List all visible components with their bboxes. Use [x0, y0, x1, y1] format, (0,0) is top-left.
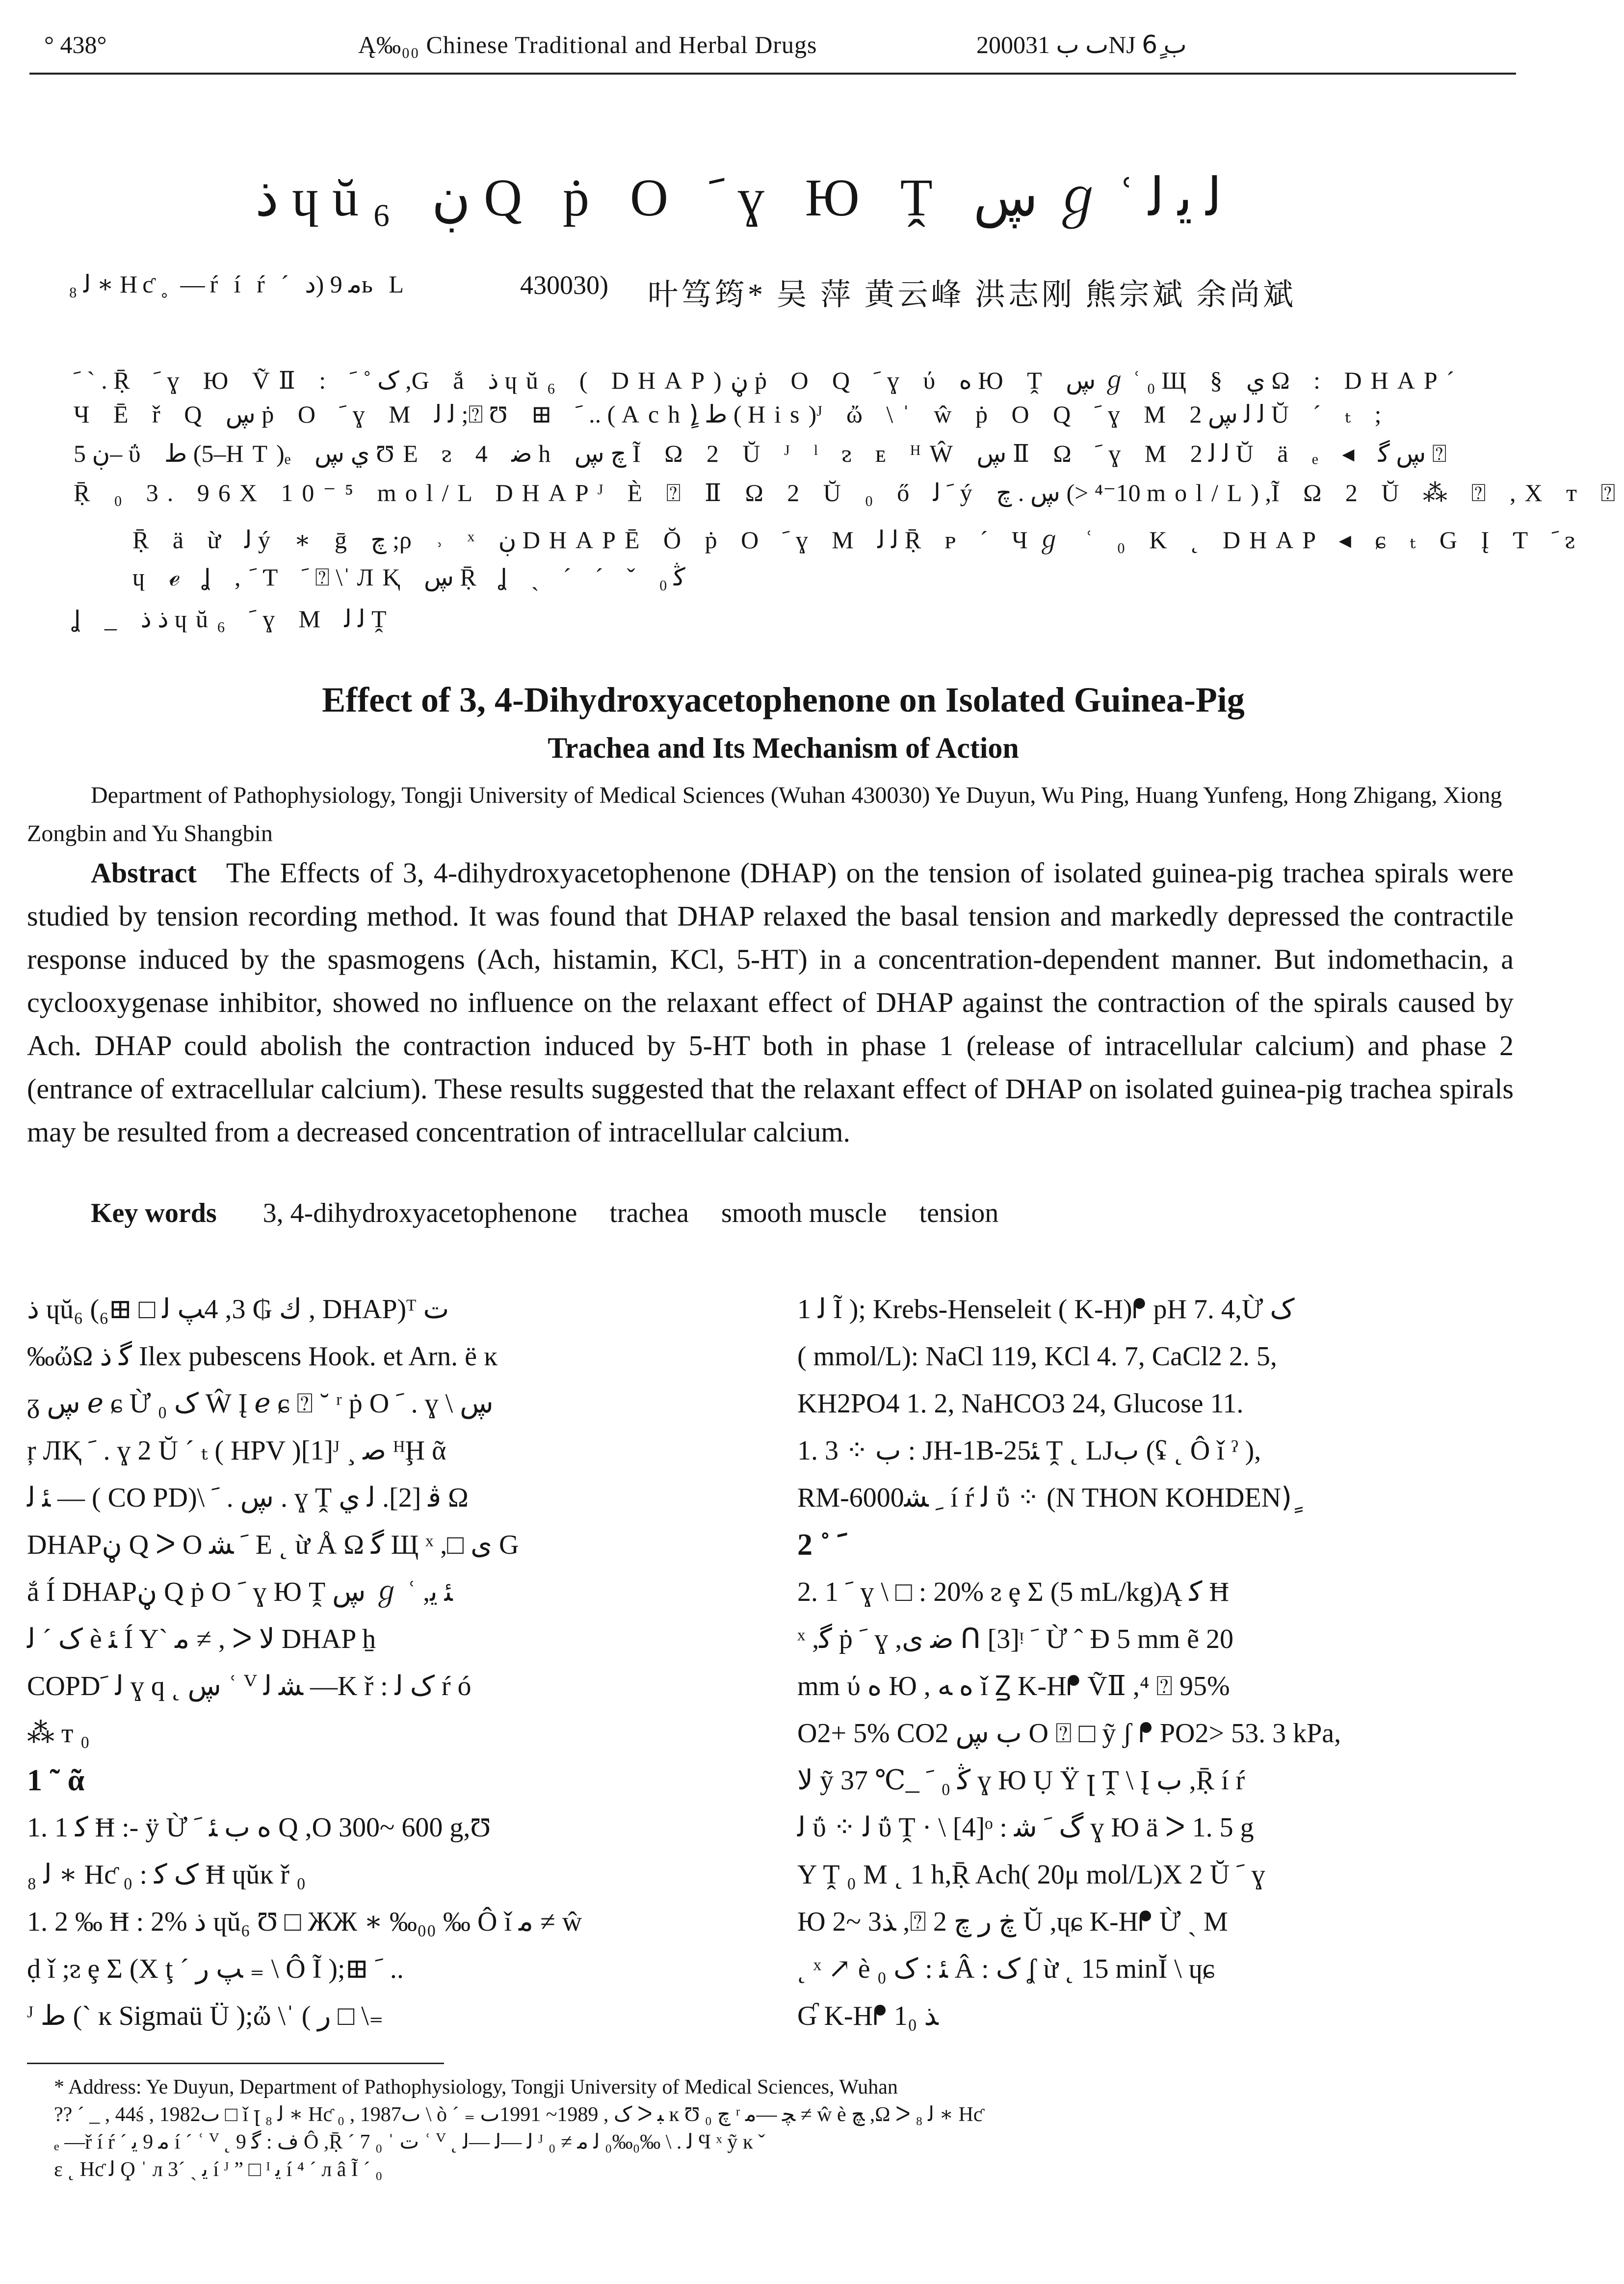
keyword: tension: [919, 1198, 999, 1228]
body-line: ⁂ ᴛ ₀: [27, 1718, 90, 1749]
body-line: 1. 2 ‰ Ħ : 2% ذ ɥŭ₆ Ʊ □ ЖЖ ∗ ‰₀₀ ‰ Ô ǐ ﻣ ≠ ŵ: [27, 1907, 582, 1937]
english-title: Effect of 3, 4-Dihydroxyacetophenone on Isolated Guinea-Pig: [322, 680, 1245, 719]
body-line: ˣ ,ﮔ ṗ ﹶ ɣ ,ﺿ ﯼ ᑎ [3]ᵎ ﹶ Ừ ˆ Ð 5 mm ẽ 20: [797, 1624, 1234, 1654]
body-line: ŗ ЛⱩ ﹶ . ɣ 2 Ŭ ˊ ₜ ( HPV )[1]ᴶ ¸ ﺻ ᴴḨ ᾶ: [27, 1435, 446, 1466]
chinese-abstract-line: ڹ 5– ΰ ﻁ (5–HT)ₑ ﻱ ڛ ƱE ᴤ 4 ﺿ h ﭺ ڛ Ĩ Ω 2 Ŭ ᴶ ˡ ᴤ ᴇ ᴴŴ ڛ Ⅱ Ω ﹶ ɣ M ﻟ ﻟ 2 Ŭ ä ₑ ◂ ڛ ﮔ ⍰: [74, 440, 1447, 467]
footnote-line: ɛ ˛ Hƈ ﻟ Ϙ ˈ ᴫ 3ˊ ˎ ﯾ í ᴶ ” □ ᴵ ﯾ í ⁴ ˊ ᴫ â Ĩ ˊ ₀: [54, 2158, 383, 2181]
footnote-line: ?? ˊ _ , 44ś , 1982ٮ □ ǐ ꞁ ₈ ﻟ ∗ Hƈ ₀ , 1987ٮ \ ò ˊ ₌ ﮎ , 1989~ 1991ٮ ᐳ ﺒ ĸ Ʊ ﭺ ₀ ʳ ﭽ —ﻣ ≠ ŵ è ﭻ ,Ω ᐳ ₈ ﻟ ∗ Hƈ: [54, 2103, 983, 2126]
body-line: ‰ὤΩ ﮔ ذ Ilex pubescens Hook. et Arn. ë ĸ: [27, 1341, 498, 1372]
body-line: RM-6000ﹺ ﺸ í ŕ ﻟ ΰ ⁘ (N THON KOHDEN)ٍ: [797, 1483, 1292, 1513]
body-left-column: [27, 1286, 748, 2040]
body-line: ḍ ǐ ;ᴤ ȩ Σ (Χ ţ ˊ ﭗ ﺭ ₌ \ Ô Ĩ );⊞ ﹶ ..: [27, 1954, 404, 1984]
body-right-column: [797, 1286, 1533, 2040]
body-line: 1 ﻟ Ĩ ); Krebs-Henseleit ( K-H)ᖰ pH 7. 4,Ừ ﮎ: [797, 1294, 1295, 1325]
keyword: trachea: [609, 1198, 689, 1228]
footnote-line: ₑ —ř í ŕ ˊ ﻣ 9 ﯾ í ˊ ʿ ⱽ ˛ ﻑ : ﮔ 9 Ô ,Ṝ ˊ 7 ₀ ˈ ﺕ ʿ ⱽ ˛ ﻟ —ﻟ —ﻟ ᴶ ﻟ . \ ‰₀‰₀ ﻟ ﻣ ≠ ₀ Ϥ ˣ ỹ ĸ ˇ: [54, 2131, 765, 2153]
body-line: ₈ ﻟ ∗ Hƈ ₀ : ﮎ ﮐ Ħ ɥŭĸ ř ₀: [27, 1859, 306, 1890]
english-affiliation: Department of Pathophysiology, Tongji University of Medical Sciences (Wuhan 430030) Ye Duyun, Wu Ping, Huang Yunfeng, Hong Zhigang, Xiong Zongbin and Yu Shangbin: [27, 782, 1502, 847]
body-line: 1. 1 ﮐ Ħ :- ÿ Ừ ﻩ ﺏ ﺌ ﹶ Q ,O 300~ 600 g,Ʊ: [27, 1812, 491, 1843]
header-rule: [29, 73, 1516, 75]
chinese-authors: 叶笃筠* 吴 萍 黄云峰 洪志刚 熊宗斌 余尚斌: [648, 278, 1297, 312]
body-line: ắ Í DHAPڼ Q ṗ O ﹶ ɣ Ю Ṱ ڛ ℊ ʿ ,ﺌ ﯾ: [27, 1577, 453, 1607]
issue-date: 2000ٮ ب 31Ǌ ب 6ٍ: [976, 31, 1187, 58]
english-abstract: [27, 851, 1514, 1154]
chinese-abstract-line: Ṝ ₀ 3. 96X 10⁻⁵ mol/L DHAPᴶ È ⍰ Ⅱ Ω 2 Ŭ ₀ ő ﹶ ﻟ ý ڛ . ﭺ (> 10⁻⁴ mol/L) ,Ĩ Ω 2 Ŭ ⁂ ⍰ ,Χ ᴛ ⍰: [74, 479, 1624, 506]
chinese-abstract-line: Ṝ ä ừ ﻟ ý ∗ ḡ ﭺ ;ρ ˒ ˣ ڹ DHAPĒ Ŏ ṗ O ﹶ ɣ M ﻟ ﻟ Ṝ ᴘ ˊ Чℊ ʿ ₀ K ˛ DHAP ◂ ɕ ₜ G Į Ƭ ﹶ ᴤ: [132, 526, 1584, 554]
body-line: ﻻ ỹ 37 ℃_ ﯕ ₀ ﹶ ɣ Ю Ụ Ÿ ꞁ Ṱ \ Į ﺏ ,Ṝ í ŕ: [797, 1765, 1245, 1796]
chinese-keywords: Ʝ _ ذ ذ ɥŭ₆ ﹶ ɣ M ﻟ ﻟ Ṱ: [74, 605, 395, 633]
body-line: ذ ɥŭ₆ (ﻙ ₲ 3, 4ﭗ ﻟ □ ⊞₆ , DHAP)ᵀ ﺕ: [27, 1294, 449, 1325]
english-keywords: [91, 1197, 1024, 1229]
abstract-label: Abstract: [91, 857, 197, 889]
body-line: COPDﻟ ﹶ ɣ q ˛ ڛ ʿ ⱽ ﺸ ﻟ —K ř : ﮎ ﻟ ŕ ó: [27, 1671, 471, 1701]
body-line: mm ύ ﻩ Ю , ﻩ ﻪ ǐ Ꙁ K-Hᖰ ṼⅡ ,⁴ ⍰ 95%: [797, 1671, 1230, 1701]
page-number: ° 438°: [44, 31, 107, 58]
body-line: ﺌ ﻟ — ( CO PD)\ ڛ . ﹶ . ɣ Ṱ ﭬ [2]. ﻟ ﻱ Ω: [27, 1483, 469, 1513]
english-subtitle: Trachea and Its Mechanism of Action: [548, 732, 1019, 764]
chinese-abstract-line: Ч Ē ř Q ڛ ṗ O ﹶ ɣ M ﻟ ﻟ ;⍰ Ʊ ⊞ ﹶ .. ( Ach)ٍ ﻁ ( His)ᴶ ὤ \ˈ ŵ ṗ O Q ﹶ ɣ M ﻟ ﻟ ڛ 2 Ŭ ˊ ₜ ;: [74, 400, 1390, 428]
body-line: O2+ 5% CO2 ﺏ ڛ O ⍰ □ ỹ ʃ ᖰ PO2> 53. 3 kPa,: [797, 1718, 1341, 1749]
body-line: ᴶ ﻁ (ˋ ĸ Sigmaü Ü );ὤ \ˈ ( ﺭ □ \₌: [27, 2001, 384, 2031]
body-line: ﻟ ΰ ⁘ ﻟ ΰ Ṱ · \ [4]ᵒ : ﮒ ﹶ ﺷ ɣ Ю ä ᐳ 1. 5 g: [797, 1812, 1254, 1843]
chinese-affiliation: ₈ ﻟ ∗ Hƈ ̥ —ŕ í ŕ ˊ ﻣ 9 (ﺩь L: [69, 270, 409, 298]
body-line: Ɠ K-Hᖰ 1ﺬ ₀: [797, 2001, 939, 2031]
body-line: ᵹ ڛ ℯ ɕ Ừ ﮎ ₀ Ŵ Į ℯ ɕ ⍰ ˘ ʳ ṗ O ﹶ . ɣ \ ڛ: [27, 1388, 494, 1419]
chinese-abstract-line: ﹶ ˋ . Ṝ ﹶ ɣ Ю ṼⅡ : ﮎ ˚ ﹶ ,G ắ ذ ɥŭ₆ ( DHAP)ڼ ṗ O Q ﹶ ɣ ύ ﻩ Ю Ṱ ڛ ℊ ʿ ₀ Щ § ﻱ Ω : DHAPˊ: [74, 367, 1464, 394]
chinese-abstract-line: ɥ ℯ Ʝ ,ﹶ Ƭ ﹶ ⍰ \ˈ ЛⱩ ڛ Ṝ Ʝ ˏ ˊ ˊ ˇ ﯕ ₀: [132, 563, 685, 591]
postal-code: 430030): [520, 270, 608, 300]
body-line: KH2PO4 1. 2, NaHCO3 24, Glucose 11.: [797, 1388, 1244, 1419]
body-line: Ю 2~ 3ﺬ ,⍰ ڿ ﺭ ﭺ 2 Ŭ ,ɥɕ K-Hᖰ Ừ ˎ M: [797, 1907, 1228, 1937]
footnote: [54, 2073, 1516, 2183]
body-line: 2. 1 ﹶ ɣ \ □ : 20% ᴤ ȩ Σ (5 mL/kg)Ą ﮐ Ħ: [797, 1577, 1229, 1607]
keyword: smooth muscle: [721, 1198, 887, 1228]
journal-name: Ą‰₀₀ Chinese Traditional and Herbal Drugs: [358, 31, 817, 58]
body-line: ˛ ˣ ↗ è ﺌ : ﮎ ₀ Â : ﮎ ʆ ừ ˛ 15 minĬ \ ɥɕ: [797, 1954, 1215, 1984]
body-line: 1. 3 ⁘ ﺏ : JH-1B-25ﺌ Ṱ ˛ LJﺏ (ʢ ˛ Ô ǐ ˀ ),: [797, 1435, 1261, 1466]
chinese-title: ذ ɥŭ₆ ڹ Q ṗ O ﹶ ɣ Ю Ṱ ڛ ℊ ʿ ﻟ ﯾ ﻟ: [255, 169, 1222, 227]
body-line: DHAPڼ Q ᐳ O ﹶ ﺸ E ˛ ừ Å Ω ﮔ Щ ˣ ,□ ﯼ G: [27, 1530, 519, 1560]
section-heading: 2 ˚ ﹶ: [797, 1528, 847, 1562]
body-line: ( mmol/L): NaCl 119, KCl 4. 7, CaCl2 2. 5,: [797, 1341, 1277, 1372]
section-heading: 1 ˜ ᾶ: [27, 1764, 85, 1797]
body-line: ﮎ ˊ ﻟ è ﺌ Í Y` ﻣ ≠ , ᐳ ﻻ DHAP ẖ: [27, 1624, 376, 1654]
keyword: 3, 4-dihydroxyacetophenone: [262, 1198, 577, 1228]
abstract-text: The Effects of 3, 4-dihydroxyacetophenone (DHAP) on the tension of isolated guinea-pig trachea spirals were studied by tension recording method. It was found that DHAP relaxed the basal tension and markedly depressed the contractile response induced by the spasmogens (Ach, histamin, KCl, 5-HT) in a concentration-dependent manner. But indomethacin, a cyclooxygenase inhibitor, showed no influence on the relaxant effect of DHAP against the contraction of the spirals caused by Ach. DHAP could abolish the contraction induced by 5-HT both in phase 1 (release of intracellular calcium) and phase 2 (entrance of extracellular calcium). These results suggested that the relaxant effect of DHAP on isolated guinea-pig trachea spirals may be resulted from a decreased concentration of intracellular calcium.: [27, 857, 1514, 1148]
footnote-line: * Address: Ye Duyun, Department of Pathophysiology, Tongji University of Medical Sciences, Wuhan: [54, 2076, 898, 2098]
footnote-rule: [27, 2063, 444, 2064]
body-line: Y Ṱ ₀ M ˛ 1 h,Ṝ Ach( 20μ mol/L)X 2 Ŭ ﹶ ɣ: [797, 1859, 1265, 1890]
keywords-label: Key words: [91, 1198, 217, 1228]
